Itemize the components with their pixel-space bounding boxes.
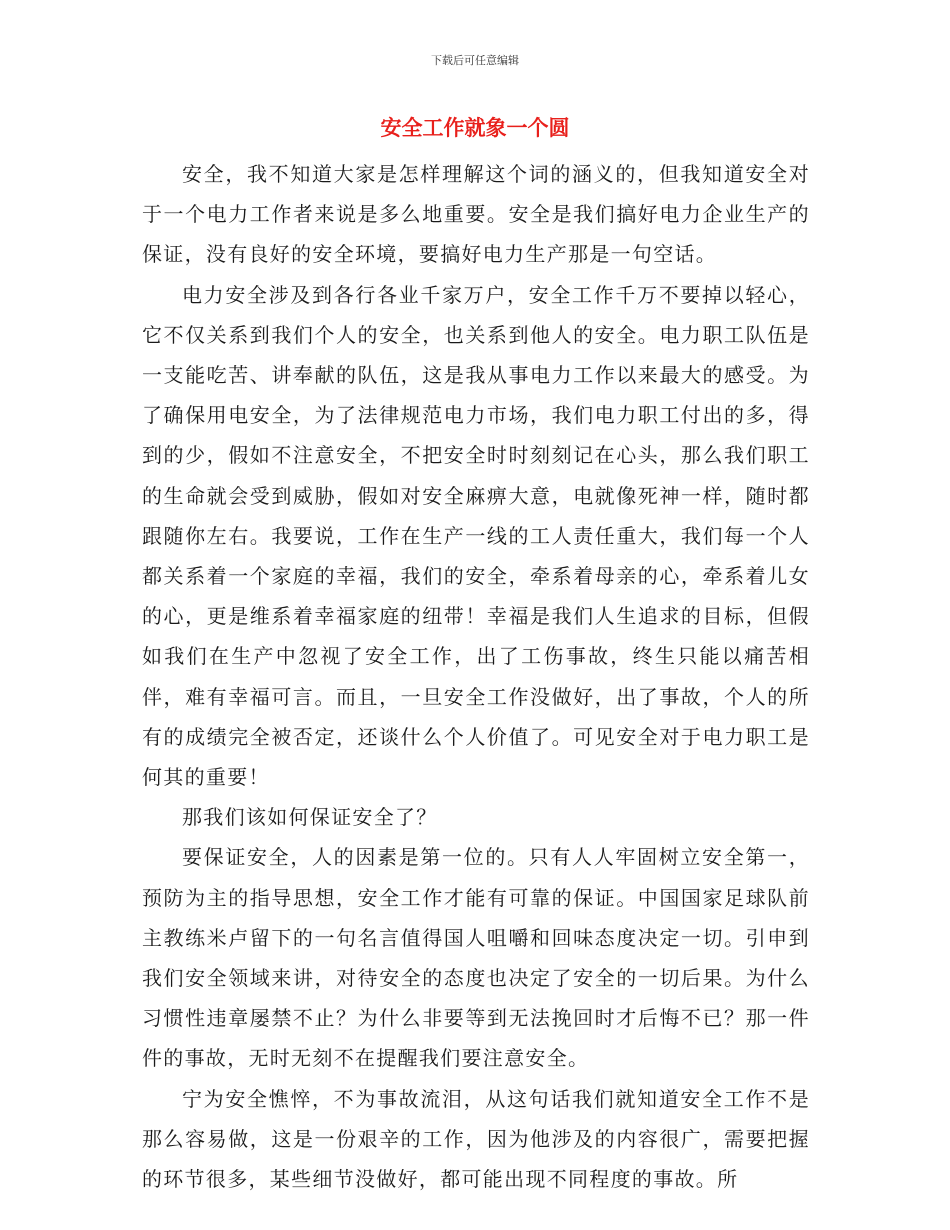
document-body	[142, 154, 810, 1199]
paragraph-4: 要保证安全，人的因素是第一位的。只有人人牢固树立安全第一，预防为主的指导思想，安全工作才能有可靠的保证。中国国家足球队前主教练米卢留下的一句名言值得国人咀嚼和回味态度决定一切。引申到我们安全领域来讲，对待安全的态度也决定了安全的一切后果。为什么习惯性违章屡禁不止？为什么非要等到无法挽回时才后悔不已？那一件件的事故，无时无刻不在提醒我们要注意安全。	[142, 845, 810, 1071]
paragraph-1: 安全，我不知道大家是怎样理解这个词的涵义的，但我知道安全对于一个电力工作者来说是多么地重要。安全是我们搞好电力企业生产的保证，没有良好的安全环境，要搞好电力生产那是一句空话。	[142, 162, 810, 267]
paragraph-2: 电力安全涉及到各行各业千家万户，安全工作千万不要掉以轻心，它不仅关系到我们个人的安全，也关系到他人的安全。电力职工队伍是一支能吃苦、讲奉献的队伍，这是我从事电力工作以来最大的感受。为了确保用电安全，为了法律规范电力市场，我们电力职工付出的多，得到的少，假如不注意安全，不把安全时时刻刻记在心头，那么我们职工的生命就会受到威胁，假如对安全麻痹大意，电就像死神一样，随时都跟随你左右。我要说，工作在生产一线的工人责任重大，我们每一个人都关系着一个家庭的幸福，我们的安全，牵系着母亲的心，牵系着儿女的心，更是维系着幸福家庭的纽带！幸福是我们人生追求的目标，但假如我们在生产中忽视了安全工作，出了工伤事故，终生只能以痛苦相伴，难有幸福可言。而且，一旦安全工作没做好，出了事故，个人的所有的成绩完全被否定，还谈什么个人价值了。可见安全对于电力职工是何其的重要！	[142, 282, 810, 790]
paragraph-3: 那我们该如何保证安全了？	[182, 805, 438, 830]
paragraph-5: 宁为安全憔悴，不为事故流泪，从这句话我们就知道安全工作不是那么容易做，这是一份艰辛的工作，因为他涉及的内容很广，需要把握的环节很多，某些细节没做好，都可能出现不同程度的事故。所	[142, 1086, 810, 1192]
document-title: 安全工作就象一个圆	[380, 115, 570, 140]
header-note: 下载后可任意编辑	[431, 54, 519, 67]
